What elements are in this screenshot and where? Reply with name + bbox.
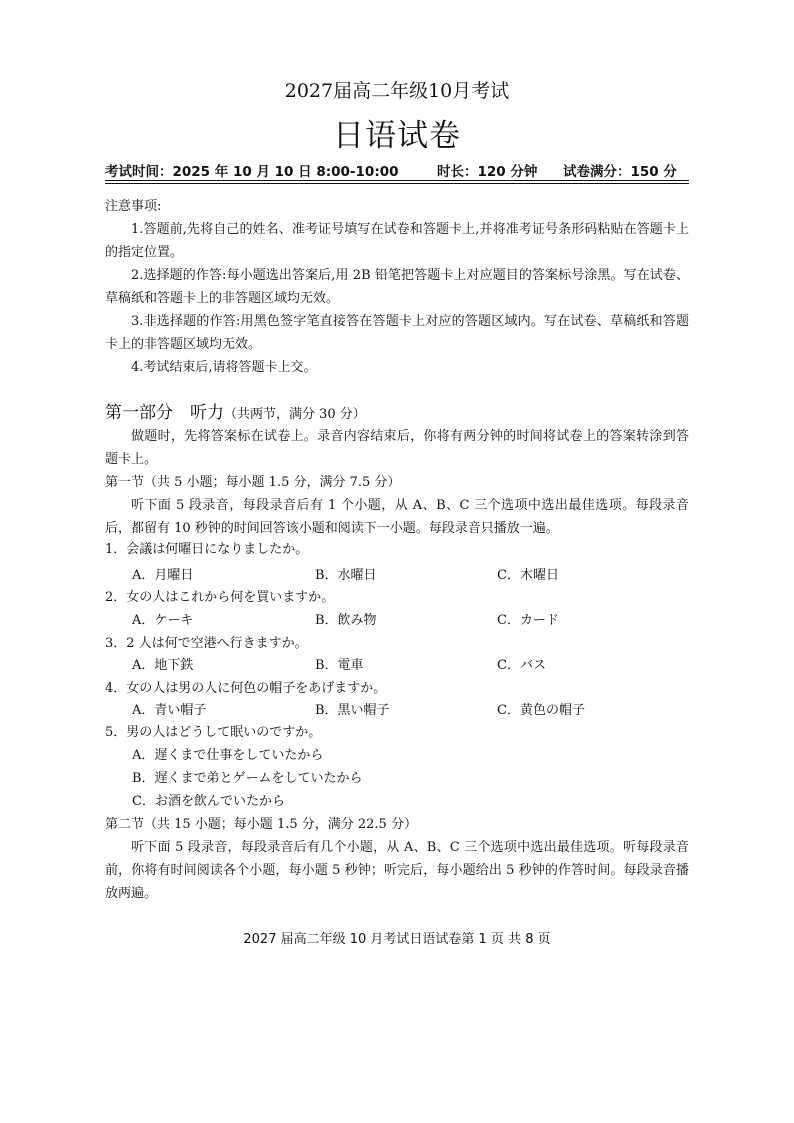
full-score-info: 试卷满分：150 分 [563,164,677,180]
option-b: B．飲み物 [315,613,377,628]
subject-title: 日语试卷 [333,118,461,154]
part1-title [105,398,366,423]
option-c: C．カード [497,613,559,628]
question-stem: 3．2 人は何で空港へ行きますか。 [105,636,308,651]
section2-instructions: 听下面 5 段录音，每段录音后有几个小题，从 A、B、C 三个选项中选出最佳选项。听每段录音前，你将有时间阅读各个小题，每小题 5 秒钟；听完后，每小题给出 5 秒钟的作答时间。每段录音播放两遍。 [105,840,689,901]
exam-info-bar [105,160,689,182]
question-stem: 4．女の人は男の人に何色の帽子をあげますか。 [105,681,387,696]
option-c: C．お酒を飲んでいたから [132,794,285,809]
part1-title-text: 第一部分 听力 [105,403,224,423]
part1-intro: 做题时，先将答案标在试卷上。录音内容结束后，你将有两分钟的时间将试卷上的答案转涂到答题卡上。 [105,429,689,467]
option-c: C．黄色の帽子 [497,703,585,718]
duration-info: 时长：120 分钟 [437,164,538,180]
note-item: 4.考试结束后,请将答题卡上交。 [131,360,317,375]
part1-subtitle: （共两节，满分 30 分） [224,407,366,422]
exam-time-info: 考试时间：2025 年 10 月 10 日 8:00-10:00 [105,164,399,180]
option-a: A．遅くまで仕事をしていたから [132,748,324,763]
section1-heading: 第一节（共 5 小题；每小题 1.5 分，满分 7.5 分） [105,475,401,490]
question-stem: 2．女の人はこれから何を買いますか。 [105,590,335,605]
option-a: A．ケーキ [132,613,194,628]
option-c: C．バス [497,658,546,673]
option-b: B．電車 [315,658,364,673]
question-stem: 5．男の人はどうして眠いのですか。 [105,725,322,740]
option-b: B．水曜日 [315,568,377,583]
option-c: C．木曜日 [497,568,559,583]
option-a: A．月曜日 [132,568,194,583]
section1-instructions: 听下面 5 段录音，每段录音后有 1 个小题，从 A、B、C 三个选项中选出最佳选项。每段录音后，都留有 10 秒钟的时间回答该小题和阅读下一小题。每段录音只播放一遍。 [105,498,689,536]
question-stem: 1．会議は何曜日になりましたか。 [105,542,309,557]
option-a: A．青い帽子 [132,703,207,718]
note-item: 1.答题前,先将自己的姓名、准考证号填写在试卷和答题卡上,并将准考证号条形码粘贴在答题卡上的指定位置。 [105,222,689,260]
option-b: B．遅くまで弟とゲームをしていたから [132,771,363,786]
page-footer: 2027 届高二年级 10 月考试日语试卷第 1 页 共 8 页 [243,932,551,947]
section2-heading: 第二节（共 15 小题；每小题 1.5 分，满分 22.5 分） [105,817,417,832]
header-rule-thin [105,183,689,184]
option-a: A．地下鉄 [132,658,194,673]
option-b: B．黒い帽子 [315,703,390,718]
notes-heading: 注意事项: [105,199,162,214]
note-item: 3.非选择题的作答:用黑色签字笔直接答在答题卡上对应的答题区域内。写在试卷、草稿纸和答题卡上的非答题区域均无效。 [105,314,689,352]
header-rule-thick [105,180,689,181]
note-item: 2.选择题的作答:每小题选出答案后,用 2B 铅笔把答题卡上对应题目的答案标号涂黑。写在试卷、草稿纸和答题卡上的非答题区域均无效。 [105,268,689,306]
exam-title: 2027届高二年级10月考试 [284,80,510,102]
